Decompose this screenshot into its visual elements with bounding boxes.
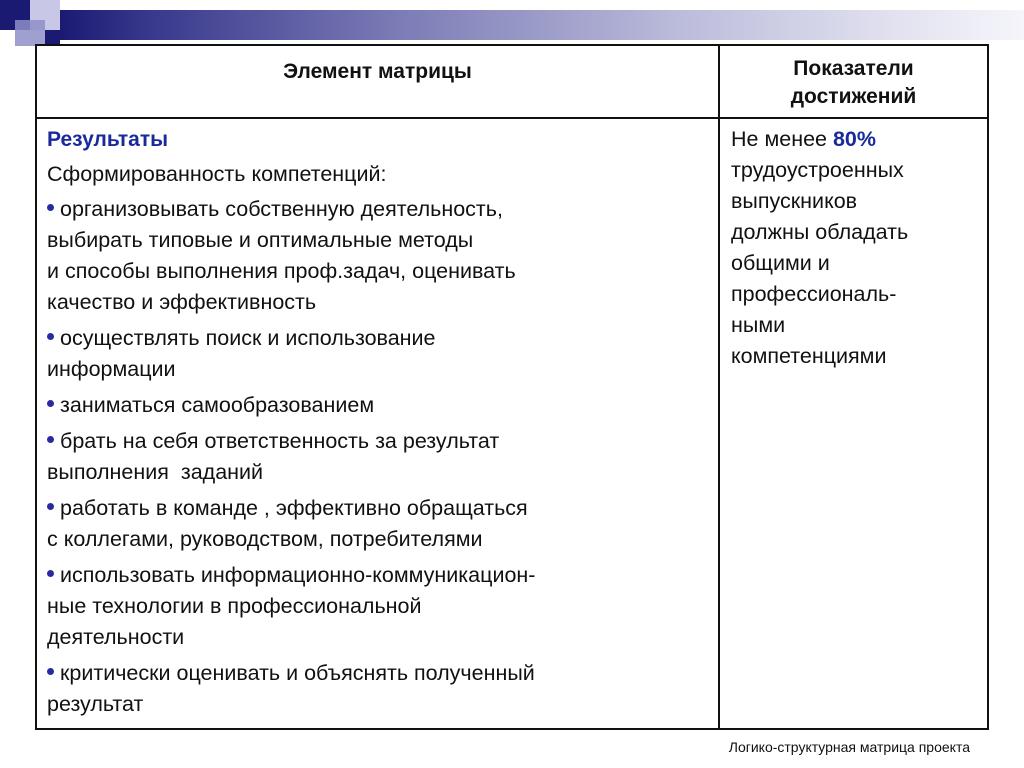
indicator-first-line: Не менее 80% [731,127,877,151]
corner-square-navy-small [45,30,60,44]
indicator-cell: Не менее 80% трудоустроенных выпускников должны обладать общими и профессиональ- ными компетенциями [731,124,981,372]
competencies-intro: Сформированность компетенций: [47,162,387,186]
list-item: брать на себя ответственность за результат выполнения заданий [47,429,500,484]
header-right-line2: достижений [790,84,917,108]
header-gradient-band [60,10,1024,40]
list-item: осуществлять поиск и использование информации [47,326,436,381]
corner-square-mid [15,20,45,46]
bullet-icon [47,400,54,407]
bullet-icon [47,570,54,577]
column-divider [718,46,720,728]
bullet-icon [47,204,54,211]
list-item: критически оценивать и объяснять полученный результат [47,661,535,716]
header-right-line1: Показатели [793,56,914,80]
competency-list [47,194,715,720]
results-cell [47,124,715,725]
percent-value: 80% [832,127,877,151]
bullet-icon [47,668,54,675]
footer-caption: Логико-структурная матрица проекта [728,739,970,755]
list-item: использовать информационно-коммуникацион- ные технологии в профессиональной деятельности [47,563,536,649]
header-element-matrix [37,46,718,117]
list-item: работать в команде , эффективно обращаться с коллегами, руководством, потребителями [47,496,528,551]
matrix-table [35,44,989,730]
list-item: заниматься самообразованием [47,390,715,421]
results-title: Результаты [47,128,169,151]
bullet-icon [47,436,54,443]
list-item: организовывать собственную деятельность, выбирать типовые и оптимальные методы и способы выполнения проф.задач, оценивать качество и эффективность [47,197,516,314]
bullet-icon [47,503,54,510]
bullet-icon [47,333,54,340]
header-row-divider [37,117,987,119]
header-left-text: Элемент матрицы [283,60,472,83]
header-achievement-indicators [720,46,987,117]
